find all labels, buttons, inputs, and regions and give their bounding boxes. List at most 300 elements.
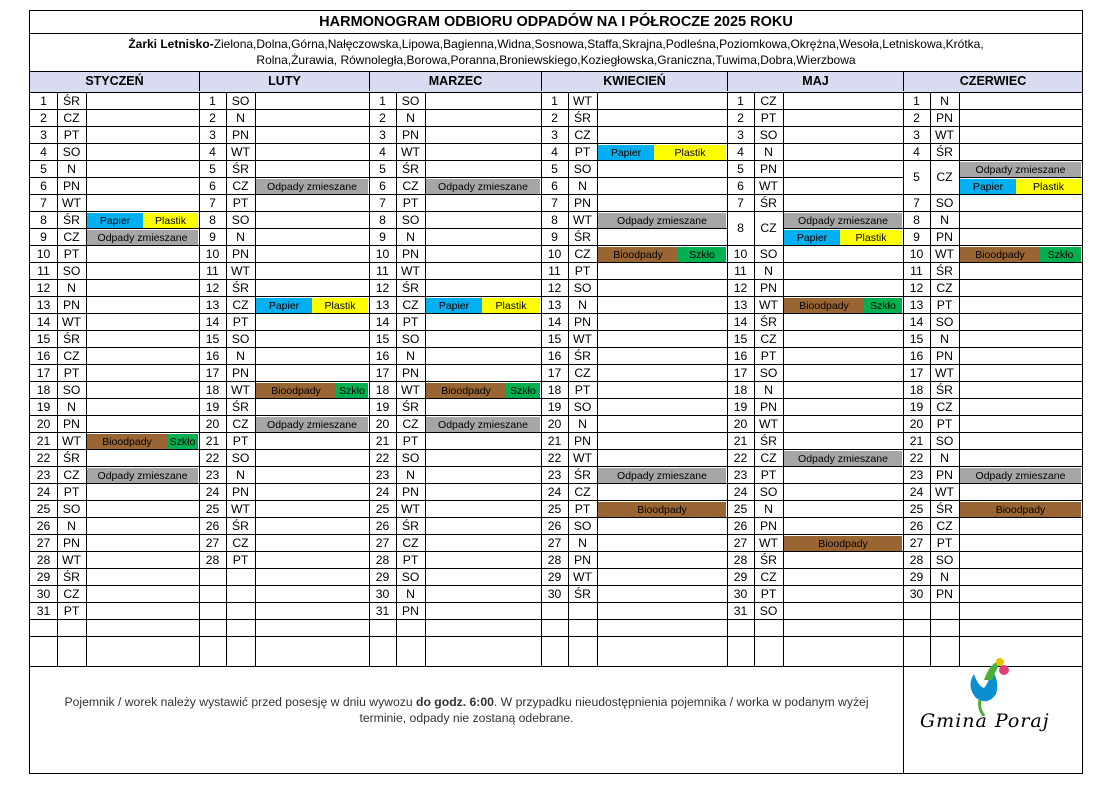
- day-number: 17: [547, 366, 562, 380]
- day-number: 30: [909, 587, 924, 601]
- day-number: 23: [375, 468, 390, 482]
- day-number: 9: [551, 230, 558, 244]
- weekday: PN: [232, 485, 249, 499]
- weekday: ŚR: [936, 264, 953, 278]
- weekday: SO: [401, 451, 420, 465]
- month-header-0: STYCZEŃ: [85, 74, 144, 88]
- weekday: PN: [574, 196, 591, 210]
- weekday: ŚR: [574, 111, 591, 125]
- weekday: PT: [232, 553, 249, 567]
- weekday: ŚR: [574, 468, 591, 482]
- day-number: 11: [734, 264, 747, 278]
- event-odpady-zmieszane: Odpady zmieszane: [426, 417, 540, 432]
- event-szkło: Szkło: [336, 383, 368, 398]
- day-number: 15: [36, 332, 51, 346]
- event-bioodpady: Bioodpady: [598, 247, 678, 262]
- weekday: PN: [232, 366, 249, 380]
- weekday: SO: [935, 315, 954, 329]
- event-papier: Papier: [426, 298, 482, 313]
- weekday: CZ: [402, 179, 419, 193]
- day-number: 16: [909, 349, 924, 363]
- weekday: SO: [401, 213, 420, 227]
- day-number: 14: [375, 315, 390, 329]
- day-number: 10: [547, 247, 562, 261]
- day-number: 10: [205, 247, 220, 261]
- weekday: WT: [935, 247, 954, 261]
- day-number: 27: [205, 536, 220, 550]
- day-number: 16: [733, 349, 748, 363]
- event-plastik: Plastik: [482, 298, 540, 313]
- day-number: 12: [205, 281, 220, 295]
- day-number: 25: [205, 502, 220, 516]
- day-number: 21: [909, 434, 924, 448]
- event-papier: Papier: [784, 230, 840, 245]
- day-number: 15: [547, 332, 562, 346]
- weekday: SO: [231, 451, 250, 465]
- event-bioodpady: Bioodpady: [784, 536, 902, 551]
- day-number: 2: [40, 111, 47, 125]
- weekday-divider: [86, 93, 87, 667]
- row-line: [199, 585, 369, 586]
- event-szkło: Szkło: [506, 383, 540, 398]
- event-odpady-zmieszane: Odpady zmieszane: [256, 417, 368, 432]
- day-number: 13: [909, 298, 924, 312]
- weekday: CZ: [402, 417, 419, 431]
- weekday: PT: [63, 604, 80, 618]
- event-plastik: Plastik: [1016, 179, 1081, 194]
- weekday: ŚR: [936, 502, 953, 516]
- day-number: 28: [733, 553, 748, 567]
- weekday: CZ: [402, 536, 419, 550]
- weekday: WT: [231, 145, 250, 159]
- day-number: 9: [913, 230, 920, 244]
- event-plastik: Plastik: [143, 213, 198, 228]
- collection-note: [30, 646, 903, 773]
- event-odpady-zmieszane: Odpady zmieszane: [960, 162, 1081, 177]
- weekday: PT: [760, 468, 777, 482]
- day-number: 11: [37, 264, 50, 278]
- row-line: [199, 602, 369, 603]
- day-number: 30: [375, 587, 390, 601]
- day-number: 12: [733, 281, 748, 295]
- weekday: N: [764, 145, 773, 159]
- weekday: PT: [936, 536, 953, 550]
- weekday: CZ: [232, 536, 249, 550]
- day-number: 16: [36, 349, 51, 363]
- weekday: WT: [401, 502, 420, 516]
- day-number: 1: [913, 94, 920, 108]
- day-number: 19: [205, 400, 220, 414]
- weekday: N: [940, 332, 949, 346]
- weekday: N: [764, 502, 773, 516]
- day-number: 28: [909, 553, 924, 567]
- day-number: 11: [910, 264, 923, 278]
- day-number: 5: [551, 162, 558, 176]
- row-line: [199, 636, 369, 637]
- day-number: 19: [36, 400, 51, 414]
- footer: [30, 646, 1082, 773]
- weekday: SO: [401, 332, 420, 346]
- weekday: N: [940, 451, 949, 465]
- day-number: 25: [909, 502, 924, 516]
- day-number: 7: [40, 196, 47, 210]
- weekday: WT: [62, 553, 81, 567]
- weekday: N: [578, 179, 587, 193]
- day-number: 20: [909, 417, 924, 431]
- weekday: PT: [63, 366, 80, 380]
- weekday: PT: [402, 553, 419, 567]
- weekday: WT: [759, 179, 778, 193]
- weekday: CZ: [936, 281, 953, 295]
- area-name: Żarki Letnisko-: [128, 37, 214, 51]
- weekday: N: [764, 383, 773, 397]
- weekday: ŚR: [232, 400, 249, 414]
- weekday: PN: [936, 111, 953, 125]
- day-number: 8: [209, 213, 216, 227]
- note-time: do godz. 6:00: [416, 694, 494, 709]
- day-number: 13: [547, 298, 562, 312]
- weekday: N: [67, 281, 76, 295]
- weekday: WT: [573, 94, 592, 108]
- weekday: PT: [63, 128, 80, 142]
- day-number: 21: [36, 434, 51, 448]
- weekday: WT: [62, 315, 81, 329]
- day-number: 8: [913, 213, 920, 227]
- weekday: SO: [62, 145, 81, 159]
- day-number: 4: [40, 145, 47, 159]
- day-number: 5: [209, 162, 216, 176]
- weekday: CZ: [402, 298, 419, 312]
- day-number: 22: [36, 451, 51, 465]
- weekday: ŚR: [63, 332, 80, 346]
- weekday: ŚR: [402, 281, 419, 295]
- day-number: 21: [205, 434, 220, 448]
- day-number: 22: [733, 451, 748, 465]
- day-number: 14: [36, 315, 51, 329]
- weekday: SO: [231, 332, 250, 346]
- day-number: 5: [737, 162, 744, 176]
- weekday: SO: [759, 366, 778, 380]
- day-number: 3: [209, 128, 216, 142]
- event-plastik: Plastik: [312, 298, 368, 313]
- day-number: 28: [205, 553, 220, 567]
- day-number: 27: [909, 536, 924, 550]
- day-number: 21: [733, 434, 748, 448]
- day-number: 3: [379, 128, 386, 142]
- weekday: PT: [232, 315, 249, 329]
- weekday: WT: [231, 502, 250, 516]
- day-number: 20: [547, 417, 562, 431]
- weekday: PN: [402, 128, 419, 142]
- row-line: [30, 619, 199, 620]
- day-number: 4: [913, 145, 920, 159]
- day-number: 2: [913, 111, 920, 125]
- month-header-2: MARZEC: [369, 72, 541, 91]
- weekday: PN: [402, 604, 419, 618]
- day-number: 9: [40, 230, 47, 244]
- weekday: CZ: [936, 519, 953, 533]
- weekday: ŚR: [63, 570, 80, 584]
- weekday: SO: [935, 434, 954, 448]
- day-number: 2: [551, 111, 558, 125]
- day-number: 12: [36, 281, 51, 295]
- event-odpady-zmieszane: Odpady zmieszane: [960, 468, 1081, 483]
- row-line: [30, 636, 199, 637]
- weekday: WT: [759, 417, 778, 431]
- row-line: [199, 619, 369, 620]
- weekday: PT: [760, 111, 777, 125]
- day-number: 28: [547, 553, 562, 567]
- weekday: ŚR: [760, 553, 777, 567]
- day-number: 1: [737, 94, 744, 108]
- day-number: 21: [547, 434, 562, 448]
- day-number: 8: [40, 213, 47, 227]
- event-odpady-zmieszane: Odpady zmieszane: [426, 179, 540, 194]
- row-line: [783, 228, 903, 229]
- weekday: PT: [232, 196, 249, 210]
- weekday: N: [406, 468, 415, 482]
- day-number: 19: [547, 400, 562, 414]
- day-number: 11: [548, 264, 561, 278]
- day-number: 27: [36, 536, 51, 550]
- row-line: [369, 636, 541, 637]
- day-number: 18: [36, 383, 51, 397]
- weekday: ŚR: [63, 94, 80, 108]
- weekday: N: [578, 536, 587, 550]
- row-line: [727, 619, 903, 620]
- weekday: N: [940, 94, 949, 108]
- day-number: 23: [547, 468, 562, 482]
- day-number: 17: [36, 366, 51, 380]
- event-bioodpady: Bioodpady: [598, 502, 726, 517]
- day-number: 23: [909, 468, 924, 482]
- weekday: ŚR: [232, 162, 249, 176]
- day-number: 26: [547, 519, 562, 533]
- row-line: [541, 602, 727, 603]
- day-number: 24: [909, 485, 924, 499]
- day-number: 20: [733, 417, 748, 431]
- day-number: 11: [376, 264, 389, 278]
- weekday: WT: [935, 366, 954, 380]
- day-number: 12: [909, 281, 924, 295]
- weekday-divider: [783, 93, 784, 667]
- day-number: 9: [379, 230, 386, 244]
- schedule-sheet: [29, 10, 1083, 774]
- weekday: ŚR: [232, 519, 249, 533]
- day-number: 17: [205, 366, 220, 380]
- row-line: [959, 177, 1082, 178]
- weekday: PT: [232, 434, 249, 448]
- weekday: CZ: [574, 366, 591, 380]
- day-number: 29: [36, 570, 51, 584]
- day-number: 22: [205, 451, 220, 465]
- day-number: 5: [913, 170, 920, 184]
- day-number: 7: [551, 196, 558, 210]
- row-line: [727, 636, 903, 637]
- weekday: SO: [231, 213, 250, 227]
- day-number: 6: [209, 179, 216, 193]
- day-number: 19: [375, 400, 390, 414]
- day-number: 18: [909, 383, 924, 397]
- event-bioodpady: Bioodpady: [87, 434, 167, 449]
- month-header-5: CZERWIEC: [903, 72, 1082, 91]
- day-number: 31: [733, 604, 748, 618]
- weekday: N: [236, 468, 245, 482]
- day-number: 9: [209, 230, 216, 244]
- weekday: ŚR: [63, 451, 80, 465]
- day-number: 22: [375, 451, 390, 465]
- day-number: 16: [205, 349, 220, 363]
- day-number: 30: [547, 587, 562, 601]
- calendar-grid: [30, 93, 1082, 667]
- month-header-1: LUTY: [199, 72, 369, 91]
- day-number: 25: [547, 502, 562, 516]
- weekday: CZ: [232, 417, 249, 431]
- day-number: 26: [205, 519, 220, 533]
- day-number: 30: [733, 587, 748, 601]
- row-line: [903, 602, 1082, 603]
- row-line: [903, 160, 1082, 161]
- day-number: 23: [733, 468, 748, 482]
- weekday: WT: [401, 145, 420, 159]
- day-number: 26: [909, 519, 924, 533]
- weekday: N: [578, 417, 587, 431]
- weekday: WT: [401, 383, 420, 397]
- weekday: PN: [402, 247, 419, 261]
- event-odpady-zmieszane: Odpady zmieszane: [256, 179, 368, 194]
- weekday: SO: [759, 247, 778, 261]
- event-bioodpady: Bioodpady: [960, 502, 1081, 517]
- event-papier: Papier: [256, 298, 312, 313]
- event-odpady-zmieszane: Odpady zmieszane: [598, 213, 726, 228]
- event-odpady-zmieszane: Odpady zmieszane: [87, 230, 198, 245]
- weekday: PT: [63, 247, 80, 261]
- day-number: 22: [909, 451, 924, 465]
- weekday: PN: [63, 536, 80, 550]
- weekday: WT: [759, 536, 778, 550]
- weekday-divider: [597, 93, 598, 667]
- weekday: ŚR: [574, 230, 591, 244]
- event-bioodpady: Bioodpady: [426, 383, 506, 398]
- weekday: N: [578, 298, 587, 312]
- row-line: [903, 636, 1082, 637]
- weekday: ŚR: [936, 383, 953, 397]
- day-number: 24: [375, 485, 390, 499]
- day-number: 14: [547, 315, 562, 329]
- weekday: PN: [936, 349, 953, 363]
- weekday: PN: [760, 281, 777, 295]
- weekday: PN: [936, 468, 953, 482]
- weekday: ŚR: [402, 400, 419, 414]
- day-number: 5: [40, 162, 47, 176]
- weekday: SO: [401, 570, 420, 584]
- weekday: PT: [936, 417, 953, 431]
- weekday: ŚR: [63, 213, 80, 227]
- weekday: CZ: [232, 179, 249, 193]
- event-bioodpady: Bioodpady: [784, 298, 864, 313]
- weekday: CZ: [760, 451, 777, 465]
- day-number: 29: [909, 570, 924, 584]
- event-odpady-zmieszane: Odpady zmieszane: [87, 468, 198, 483]
- day-number: 15: [909, 332, 924, 346]
- weekday: WT: [62, 196, 81, 210]
- day-number: 18: [205, 383, 220, 397]
- weekday: PT: [574, 145, 591, 159]
- day-number: 29: [733, 570, 748, 584]
- day-number: 15: [733, 332, 748, 346]
- day-number: 3: [737, 128, 744, 142]
- gmina-logo: [903, 646, 1083, 773]
- day-number: 14: [909, 315, 924, 329]
- weekday: ŚR: [574, 587, 591, 601]
- day-number: 15: [375, 332, 390, 346]
- weekday: ŚR: [232, 281, 249, 295]
- day-number: 2: [209, 111, 216, 125]
- event-szkło: Szkło: [167, 434, 198, 449]
- weekday: PT: [402, 196, 419, 210]
- weekday: SO: [935, 196, 954, 210]
- day-number: 4: [209, 145, 216, 159]
- day-number: 11: [206, 264, 219, 278]
- weekday: WT: [573, 332, 592, 346]
- weekday: SO: [573, 519, 592, 533]
- row-line: [727, 211, 903, 212]
- weekday: N: [67, 400, 76, 414]
- day-number: 15: [205, 332, 220, 346]
- day-number: 3: [913, 128, 920, 142]
- weekday: SO: [573, 162, 592, 176]
- day-number: 27: [375, 536, 390, 550]
- day-number: 13: [375, 298, 390, 312]
- day-number: 19: [909, 400, 924, 414]
- weekday: WT: [573, 570, 592, 584]
- weekday: PN: [402, 366, 419, 380]
- weekday: SO: [62, 502, 81, 516]
- day-number: 4: [551, 145, 558, 159]
- day-number: 8: [551, 213, 558, 227]
- day-number: 7: [379, 196, 386, 210]
- weekday: WT: [231, 264, 250, 278]
- day-number: 31: [36, 604, 51, 618]
- day-number: 6: [737, 179, 744, 193]
- weekday: CZ: [760, 332, 777, 346]
- row-line: [369, 619, 541, 620]
- weekday: WT: [935, 128, 954, 142]
- weekday: N: [236, 349, 245, 363]
- weekday: PN: [574, 434, 591, 448]
- weekday: N: [236, 111, 245, 125]
- weekday: PN: [760, 519, 777, 533]
- weekday: N: [764, 264, 773, 278]
- weekday: WT: [231, 383, 250, 397]
- day-number: 29: [375, 570, 390, 584]
- event-szkło: Szkło: [864, 298, 902, 313]
- weekday: WT: [759, 298, 778, 312]
- day-number: 27: [733, 536, 748, 550]
- weekday: PN: [402, 485, 419, 499]
- weekday: N: [406, 230, 415, 244]
- weekday: ŚR: [402, 162, 419, 176]
- weekday: SO: [759, 128, 778, 142]
- day-number: 13: [36, 298, 51, 312]
- day-number: 31: [375, 604, 390, 618]
- day-number: 25: [36, 502, 51, 516]
- day-number: 16: [547, 349, 562, 363]
- weekday: CZ: [760, 94, 777, 108]
- day-number: 28: [36, 553, 51, 567]
- day-number: 7: [737, 196, 744, 210]
- day-number: 30: [36, 587, 51, 601]
